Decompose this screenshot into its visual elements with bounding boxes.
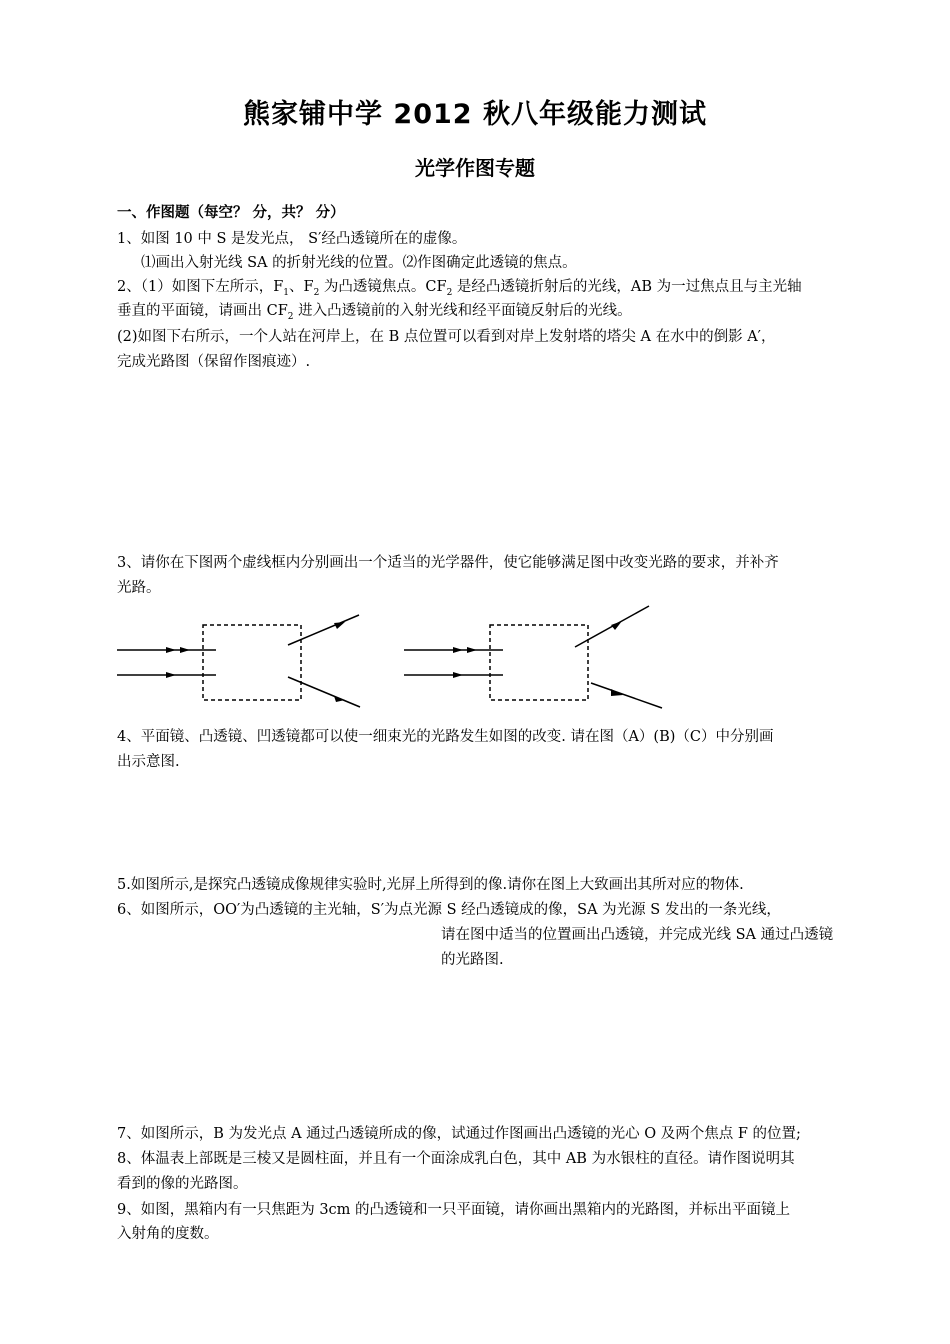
page-title: 熊家铺中学 2012 秋八年级能力测试 — [243, 99, 707, 130]
q4-line1: 4、平面镜、凸透镜、凹透镜都可以使一细束光的光路发生如图的改变. 请在图（A）(B)（C）中分别画 — [117, 729, 774, 745]
q6-line2: 请在图中适当的位置画出凸透镜，并完成光线 SA 通过凸透镜 — [441, 927, 834, 943]
q8-line1: 8、体温表上部既是三棱又是圆柱面，并且有一个面涂成乳白色，其中 AB 为水银柱的直径。请作图说明其 — [117, 1151, 795, 1167]
q2-line3: (2)如图下右所示，一个人站在河岸上，在 B 点位置可以看到对岸上发射塔的塔尖 A 在水中的倒影 A′， — [117, 329, 776, 345]
arrow-head — [166, 672, 176, 678]
emergent-ray-top — [575, 606, 649, 647]
dashed-box-right — [490, 625, 588, 700]
q1-line1: 1、如图 10 中 S 是发光点， S′经凸透镜所在的虚像。 — [117, 231, 467, 247]
q2-line4: 完成光路图（保留作图痕迹）. — [117, 354, 311, 370]
section-heading: 一、作图题（每空？ 分，共？ 分） — [117, 205, 345, 221]
q3-line1: 3、请你在下图两个虚线框内分别画出一个适当的光学器件，使它能够满足图中改变光路的要求，并补齐 — [117, 555, 779, 571]
q3-line2: 光路。 — [117, 580, 161, 596]
q5-line1: 5.如图所示,是探究凸透镜成像规律实验时,光屏上所得到的像.请你在图上大致画出其所对应的物体. — [117, 877, 744, 893]
q9-line2: 入射角的度数。 — [117, 1226, 219, 1242]
arrow-head — [611, 621, 622, 630]
q1-line2: ⑴画出入射光线 SA 的折射光线的位置。⑵作图确定此透镜的焦点。 — [141, 255, 577, 271]
arrow-head — [334, 696, 345, 702]
emergent-ray-bottom — [288, 677, 360, 707]
q3-figure-right — [397, 600, 667, 715]
q2-line2: 垂直的平面镜，请画出 $CF_2$ 进入凸透镜前的入射光线和经平面镜反射后的光线。 — [117, 303, 632, 322]
arrow-head — [180, 647, 190, 653]
q8-line2: 看到的像的光路图。 — [117, 1176, 248, 1192]
dashed-box-left — [203, 625, 301, 700]
q7-line1: 7、如图所示，B 为发光点 A 通过凸透镜所成的像，试通过作图画出凸透镜的光心 O 及两个焦点 F 的位置; — [117, 1126, 801, 1142]
arrow-head — [467, 647, 477, 653]
emergent-ray-top — [288, 615, 359, 645]
q6-line3: 的光路图. — [441, 952, 504, 968]
arrow-head — [611, 689, 623, 696]
q9-line1: 9、如图，黑箱内有一只焦距为 3cm 的凸透镜和一只平面镜，请你画出黑箱内的光路图，并标出平面镜上 — [117, 1202, 791, 1218]
q6-line1: 6、如图所示，OO′为凸透镜的主光轴，S′为点光源 S 经凸透镜成的像，SA 为光源 S 发出的一条光线， — [117, 902, 781, 918]
q2-line1: 2、（1）如图下左所示，$F_1$、$F_2$ 为凸透镜焦点。$CF_2$ 是经凸透镜折射后的光线，AB 为一过焦点且与主光轴 — [117, 279, 802, 298]
arrow-head — [334, 622, 345, 629]
arrow-head — [166, 647, 176, 653]
arrow-head — [453, 647, 463, 653]
arrow-head — [453, 672, 463, 678]
emergent-ray-bottom — [591, 683, 662, 708]
page-subtitle: 光学作图专题 — [415, 156, 535, 180]
q4-line2: 出示意图. — [117, 754, 180, 770]
q3-figure-left — [110, 605, 370, 715]
